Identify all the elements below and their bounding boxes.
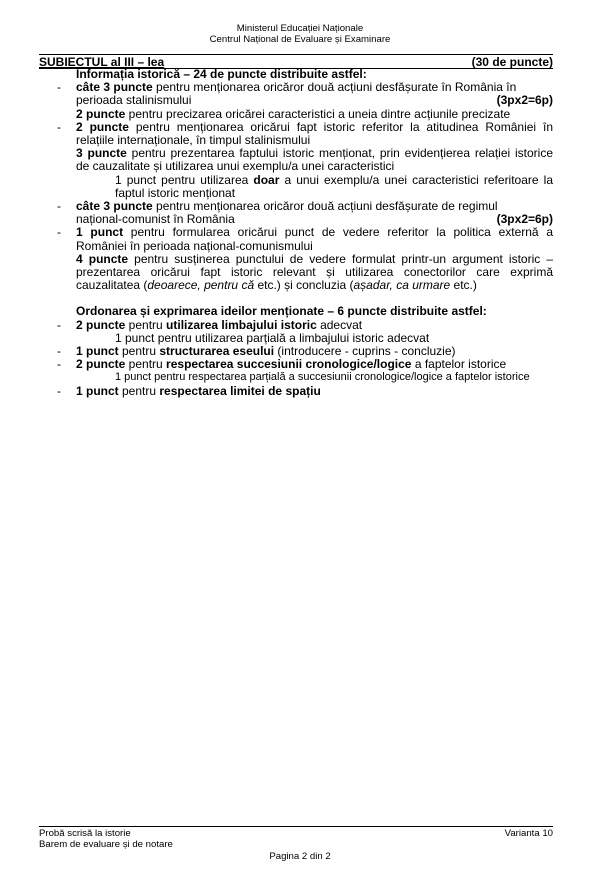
item-text: 2 puncte pentru respectarea succesiunii cronologice/logice a faptelor istorice xyxy=(76,357,507,372)
bullet-dash: - xyxy=(57,225,61,240)
page-header xyxy=(0,23,600,45)
footer-divider xyxy=(39,826,553,827)
ministry-name: Ministerul Educației Naționale xyxy=(236,23,364,34)
subject-title: SUBIECTUL al III – lea xyxy=(39,55,165,69)
footer-exam-name: Probă scrisă la istorie xyxy=(39,828,131,839)
score-note: (3px2=6p) xyxy=(496,212,553,227)
item-text: câte 3 puncte pentru menționarea oricăror două acțiuni desfășurate de regimul xyxy=(76,199,498,214)
footer-variant: Varianta 10 xyxy=(504,828,553,839)
sub-item: 3 puncte pentru prezentarea faptului istoric menționat, prin evidențierea relației istorice de cauzalitate și utilizarea unui exemplu/a unei caracteristici xyxy=(76,146,554,174)
sub-sub-item: 1 punct pentru respectarea parțială a succesiunii cronologice/logice a faptelor istorice xyxy=(115,371,530,384)
center-name: Centrul Național de Evaluare și Examinare xyxy=(209,34,391,45)
grading-content xyxy=(39,68,553,398)
page-footer xyxy=(39,828,553,850)
list-item xyxy=(39,319,553,332)
item-text: 1 punct pentru respectarea limitei de spațiu xyxy=(76,383,321,398)
footer-doc-name: Barem de evaluare și de notare xyxy=(39,839,173,850)
item-text: 1 punct pentru formularea oricărui punct de vedere referitor la politica externă a României în perioada național-comunismului xyxy=(76,225,553,253)
sub-item: 4 puncte pentru susținerea punctului de vedere formulat printr-un argument istoric – prezentarea oricărui fapt istoric relevant și utilizarea conectorilor care exprimă cauzalitatea (deoarece, pentru că etc.) și concluzia (așadar, ca urmare etc.) xyxy=(76,251,554,293)
list-item xyxy=(39,121,553,147)
list-item xyxy=(39,81,553,107)
item-text-cont: perioada stalinismului xyxy=(76,93,192,108)
list-item xyxy=(39,385,553,398)
score-note: (3px2=6p) xyxy=(496,93,553,108)
bullet-dash: - xyxy=(57,344,61,359)
bullet-dash: - xyxy=(57,199,61,214)
page-number: Pagina 2 din 2 xyxy=(269,851,331,862)
list-item xyxy=(39,200,553,226)
sub-sub-item: 1 punct pentru utilizarea doar a unui exemplu/a unei caracteristici referitoare la faptul istoric menționat xyxy=(115,172,553,200)
bullet-dash: - xyxy=(57,119,61,134)
sub-sub-item: 1 punct pentru utilizarea parțială a limbajului istoric adecvat xyxy=(115,330,430,345)
sub-item: 2 puncte pentru precizarea oricărei caracteristici a uneia dintre acțiunile precizate xyxy=(76,106,511,121)
section-title-information: Informația istorică – 24 de puncte distribuite astfel: xyxy=(76,67,367,81)
list-item xyxy=(39,226,553,252)
list-item xyxy=(39,358,553,371)
item-text: 2 puncte pentru utilizarea limbajului istoric adecvat xyxy=(76,317,363,332)
bullet-dash: - xyxy=(57,80,61,95)
subject-points: (30 de puncte) xyxy=(471,55,553,69)
item-text: 2 puncte pentru menționarea oricărui fapt istoric referitor la atitudinea României în relațiile internaționale, în timpul stalinismului xyxy=(76,119,553,148)
bullet-dash: - xyxy=(57,317,61,332)
bullet-dash: - xyxy=(57,357,61,372)
item-text-cont: național-comunist în România xyxy=(76,212,235,227)
item-text: 1 punct pentru structurarea eseului (introducere - cuprins - concluzie) xyxy=(76,344,456,359)
section-title-ordering: Ordonarea și exprimarea ideilor menționate – 6 puncte distribuite astfel: xyxy=(76,304,487,319)
bullet-dash: - xyxy=(57,383,61,398)
item-text: câte 3 puncte pentru menționarea oricăror două acțiuni desfășurate în România în xyxy=(76,80,517,95)
